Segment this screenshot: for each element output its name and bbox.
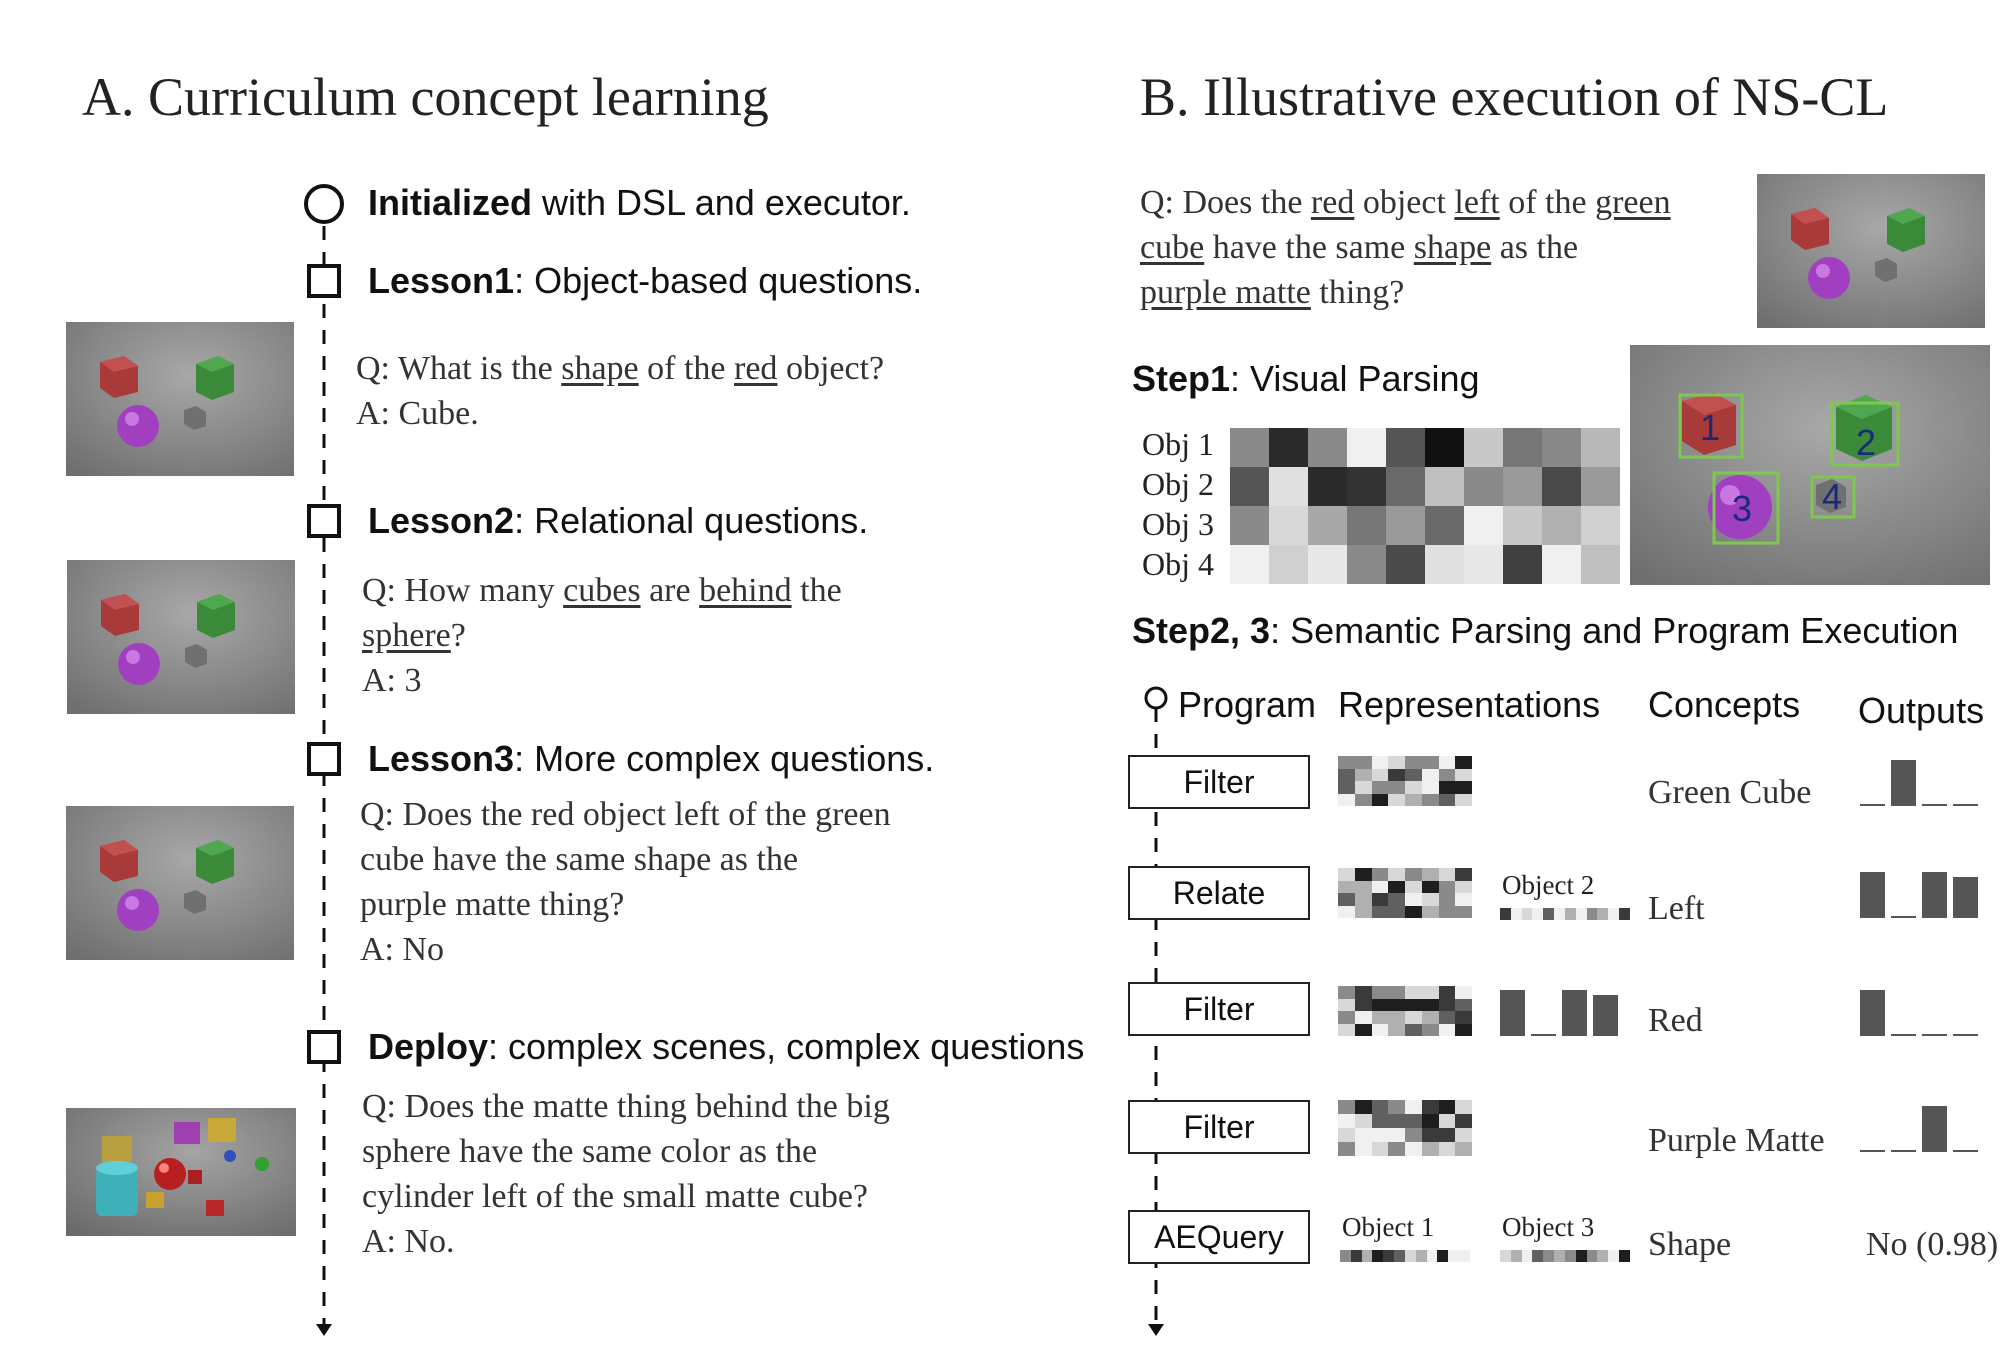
output-bars-relate-left (1860, 872, 1984, 918)
output-bar (1922, 872, 1947, 918)
representation-cell (1422, 1114, 1439, 1128)
deploy-square-icon (307, 1030, 341, 1064)
lesson1-answer: A: Cube. (356, 395, 479, 432)
representation-cell (1405, 1142, 1422, 1156)
aequery-object-a-label: Object 1 (1342, 1212, 1435, 1242)
matrix-cell (1581, 467, 1620, 506)
representation-cell (1405, 769, 1422, 782)
representation-cell (1388, 769, 1405, 782)
representation-cell (1455, 1024, 1472, 1037)
representation-cell (1422, 881, 1439, 894)
matrix-cell (1542, 545, 1581, 584)
representation-cell (1405, 999, 1422, 1012)
representation-cell (1372, 1114, 1389, 1128)
representation-cell (1355, 781, 1372, 794)
representation-cell (1439, 1024, 1456, 1037)
representation-cell (1388, 1100, 1405, 1114)
representation-cell (1405, 781, 1422, 794)
lesson2-question: Q: How many cubes are behind the sphere? A: 3 (362, 572, 842, 699)
representation-cell (1372, 756, 1389, 769)
representation-cell (1439, 1142, 1456, 1156)
representation-cell (1338, 906, 1355, 919)
strip-cell (1532, 1250, 1543, 1262)
representation-cell (1422, 893, 1439, 906)
representation-cell (1455, 794, 1472, 807)
matrix-cell (1464, 428, 1503, 467)
representation-cell (1338, 999, 1355, 1012)
strip-cell (1597, 1250, 1608, 1262)
strip-cell (1394, 1250, 1405, 1262)
strip-cell (1597, 908, 1608, 920)
lesson2-answer: A: 3 (362, 662, 422, 699)
output-bar (1953, 1034, 1978, 1036)
representation-cell (1439, 906, 1456, 919)
representation-cell (1455, 1128, 1472, 1142)
representation-cell (1355, 906, 1372, 919)
question-scene-image (1756, 174, 1986, 328)
lesson3-square-icon (307, 742, 341, 776)
representation-cell (1439, 769, 1456, 782)
output-bar (1860, 990, 1885, 1036)
representation-cell (1422, 794, 1439, 807)
op-filter-2: Filter (1128, 982, 1310, 1036)
lesson1-question: Q: What is the shape of the red object? A: Cube. (356, 350, 885, 432)
strip-cell (1437, 1250, 1448, 1262)
aequery-object-a-strip (1340, 1250, 1470, 1262)
representation-cell (1405, 1100, 1422, 1114)
strip-cell (1619, 1250, 1630, 1262)
matrix-cell (1269, 428, 1308, 467)
strip-cell (1543, 1250, 1554, 1262)
output-bar (1922, 804, 1947, 806)
lesson1-square-icon (307, 264, 341, 298)
strip-cell (1500, 908, 1511, 920)
representation-cell (1455, 1142, 1472, 1156)
output-bar (1860, 804, 1885, 806)
obj-label-1: Obj 1 (1142, 426, 1214, 462)
representation-cell (1338, 1114, 1355, 1128)
representation-cell (1455, 906, 1472, 919)
output-bar (1531, 1034, 1556, 1036)
representation-cell (1455, 999, 1472, 1012)
matrix-cell (1269, 467, 1308, 506)
output-bar (1500, 990, 1525, 1036)
object-labels (1142, 424, 1214, 584)
representation-cell (1388, 999, 1405, 1012)
concept-red: Red (1648, 1002, 1703, 1039)
strip-cell (1372, 1250, 1383, 1262)
representation-cell (1355, 769, 1372, 782)
obj-label-3: Obj 3 (1142, 506, 1214, 542)
representation-cell (1372, 1024, 1389, 1037)
representation-cell (1388, 794, 1405, 807)
representation-cell (1338, 1142, 1355, 1156)
representation-cell (1455, 769, 1472, 782)
strip-cell (1576, 1250, 1587, 1262)
representation-cell (1439, 1011, 1456, 1024)
representation-cell (1355, 1142, 1372, 1156)
representation-cell (1338, 1011, 1355, 1024)
aequery-object-b-label: Object 3 (1502, 1212, 1595, 1242)
deploy-label: Deploy: complex scenes, complex questions (368, 1026, 1085, 1067)
representation-cell (1405, 1024, 1422, 1037)
matrix-cell (1347, 545, 1386, 584)
concept-green-cube: Green Cube (1648, 774, 1812, 811)
relate-object-label: Object 2 (1502, 870, 1595, 900)
strip-cell (1511, 1250, 1522, 1262)
representation-cell (1338, 868, 1355, 881)
output-bar (1860, 1150, 1885, 1152)
matrix-cell (1230, 545, 1269, 584)
representation-cell (1388, 868, 1405, 881)
output-bar (1953, 877, 1978, 918)
output-bar (1891, 1150, 1916, 1152)
header-outputs: Outputs (1858, 690, 1985, 731)
concept-purple-matte: Purple Matte (1648, 1122, 1825, 1159)
representation-cell (1355, 1128, 1372, 1142)
representation-cell (1439, 1114, 1456, 1128)
representation-cell (1422, 1128, 1439, 1142)
representation-cell (1338, 1128, 1355, 1142)
object-feature-matrix (1230, 428, 1620, 584)
output-bars-filter-purple-matte (1860, 1106, 1984, 1152)
strip-cell (1351, 1250, 1362, 1262)
representation-cell (1455, 893, 1472, 906)
strip-cell (1340, 1250, 1351, 1262)
matrix-cell (1542, 467, 1581, 506)
op-filter-3: Filter (1128, 1100, 1310, 1154)
representation-cell (1439, 794, 1456, 807)
strip-cell (1522, 1250, 1533, 1262)
lesson2-label: Lesson2: Relational questions. (368, 500, 869, 541)
representation-cell (1405, 1114, 1422, 1128)
representation-cell (1422, 756, 1439, 769)
representation-cell (1422, 1100, 1439, 1114)
output-bars-filter-red (1860, 990, 1984, 1036)
header-program: Program (1178, 684, 1317, 725)
matrix-cell (1425, 506, 1464, 545)
output-bar (1922, 1034, 1947, 1036)
representation-cell (1355, 881, 1372, 894)
representation-cell (1372, 1128, 1389, 1142)
representation-cell (1338, 769, 1355, 782)
representation-cell (1338, 781, 1355, 794)
strip-cell (1543, 908, 1554, 920)
matrix-cell (1308, 428, 1347, 467)
representation-cell (1372, 1142, 1389, 1156)
representation-cell (1405, 868, 1422, 881)
matrix-cell (1347, 467, 1386, 506)
output-bar (1562, 990, 1587, 1036)
matrix-cell (1308, 545, 1347, 584)
representation-cell (1439, 756, 1456, 769)
representation-cell (1439, 1128, 1456, 1142)
representation-cell (1372, 881, 1389, 894)
representation-cell (1372, 986, 1389, 999)
representation-cell (1388, 906, 1405, 919)
representation-cell (1338, 1024, 1355, 1037)
representation-cell (1355, 868, 1372, 881)
representation-cell (1422, 781, 1439, 794)
matrix-cell (1425, 545, 1464, 584)
representation-cell (1455, 881, 1472, 894)
representation-cell (1439, 893, 1456, 906)
representation-cell (1355, 756, 1372, 769)
strip-cell (1532, 908, 1543, 920)
matrix-cell (1230, 506, 1269, 545)
matrix-cell (1503, 506, 1542, 545)
representation-cell (1388, 1114, 1405, 1128)
box-number-2: 2 (1856, 422, 1877, 463)
representation-cell (1422, 868, 1439, 881)
strip-cell (1522, 908, 1533, 920)
representation-cell (1455, 1114, 1472, 1128)
representation-cell (1422, 1011, 1439, 1024)
lesson3-answer: A: No (360, 931, 445, 968)
representation-cell (1388, 1024, 1405, 1037)
representation-cell (1355, 986, 1372, 999)
representation-cell (1439, 986, 1456, 999)
representation-cell (1422, 1142, 1439, 1156)
representation-cell (1388, 1011, 1405, 1024)
matrix-cell (1503, 467, 1542, 506)
init-label: Initialized with DSL and executor. (368, 182, 911, 223)
matrix-cell (1503, 428, 1542, 467)
lesson3-label: Lesson3: More complex questions. (368, 738, 935, 779)
strip-cell (1587, 908, 1598, 920)
representation-cell (1455, 1011, 1472, 1024)
concept-left: Left (1648, 890, 1705, 927)
aequery-object-b-strip (1500, 1250, 1630, 1262)
matrix-cell (1464, 545, 1503, 584)
matrix-cell (1425, 428, 1464, 467)
matrix-cell (1542, 428, 1581, 467)
strip-cell (1448, 1250, 1459, 1262)
representation-cell (1355, 1100, 1372, 1114)
strip-cell (1587, 1250, 1598, 1262)
matrix-cell (1464, 506, 1503, 545)
matrix-cell (1386, 545, 1425, 584)
representation-cell (1422, 999, 1439, 1012)
op-aequery: AEQuery (1128, 1210, 1310, 1264)
representation-grid (1338, 1100, 1472, 1156)
matrix-cell (1347, 506, 1386, 545)
representation-cell (1405, 1011, 1422, 1024)
representation-cell (1372, 769, 1389, 782)
representation-cell (1355, 1011, 1372, 1024)
matrix-cell (1542, 506, 1581, 545)
matrix-cell (1581, 506, 1620, 545)
representation-grid (1338, 986, 1472, 1036)
strip-cell (1619, 908, 1630, 920)
detected-objects-image (1630, 345, 1990, 585)
panel-b-question: Q: Does the red object left of the green cube have the same shape as the purple matte thing? (1140, 184, 1671, 311)
strip-cell (1459, 1250, 1470, 1262)
matrix-cell (1386, 428, 1425, 467)
representation-cell (1355, 1114, 1372, 1128)
representation-cell (1355, 999, 1372, 1012)
representation-cell (1372, 794, 1389, 807)
representation-cell (1355, 794, 1372, 807)
representation-cell (1422, 986, 1439, 999)
strip-cell (1427, 1250, 1438, 1262)
output-bar (1593, 995, 1618, 1036)
representation-cell (1388, 893, 1405, 906)
representation-cell (1439, 881, 1456, 894)
lesson2-square-icon (307, 504, 341, 538)
strip-cell (1576, 908, 1587, 920)
op-filter-1: Filter (1128, 755, 1310, 809)
matrix-cell (1269, 545, 1308, 584)
representation-cell (1355, 1024, 1372, 1037)
matrix-cell (1425, 467, 1464, 506)
strip-cell (1500, 1250, 1511, 1262)
aequery-result: No (0.98) (1866, 1226, 1999, 1263)
strip-cell (1554, 908, 1565, 920)
representation-cell (1455, 781, 1472, 794)
matrix-cell (1503, 545, 1542, 584)
step1-label: Step1: Visual Parsing (1132, 358, 1480, 399)
output-bar (1922, 1106, 1947, 1152)
deploy-answer: A: No. (362, 1223, 455, 1260)
strip-cell (1511, 908, 1522, 920)
strip-cell (1565, 1250, 1576, 1262)
representation-cell (1405, 794, 1422, 807)
output-bar (1891, 916, 1916, 918)
representation-cell (1405, 893, 1422, 906)
matrix-cell (1581, 545, 1620, 584)
header-representations: Representations (1338, 684, 1601, 725)
strip-cell (1608, 1250, 1619, 1262)
matrix-cell (1308, 467, 1347, 506)
strip-cell (1362, 1250, 1373, 1262)
representation-cell (1405, 906, 1422, 919)
header-concepts: Concepts (1648, 684, 1801, 725)
lesson3-scene-image (66, 806, 294, 960)
representation-cell (1455, 868, 1472, 881)
representation-cell (1355, 893, 1372, 906)
representation-cell (1372, 781, 1389, 794)
representation-cell (1372, 868, 1389, 881)
lesson2-scene-image (66, 560, 296, 714)
representation-cell (1372, 1011, 1389, 1024)
representation-cell (1372, 1100, 1389, 1114)
representation-cell (1338, 756, 1355, 769)
representation-cell (1439, 868, 1456, 881)
matrix-cell (1230, 467, 1269, 506)
representation-cell (1439, 781, 1456, 794)
lesson1-label: Lesson1: Object-based questions. (368, 260, 923, 301)
strip-cell (1565, 908, 1576, 920)
deploy-question: Q: Does the matte thing behind the big sphere have the same color as the cylinder left of the small matte cube? A: No. (362, 1088, 890, 1260)
representation-cell (1422, 906, 1439, 919)
matrix-cell (1230, 428, 1269, 467)
representation-cell (1338, 893, 1355, 906)
matrix-cell (1386, 506, 1425, 545)
matrix-cell (1581, 428, 1620, 467)
representation-cell (1388, 781, 1405, 794)
obj-label-4: Obj 4 (1142, 546, 1214, 582)
representation-cell (1455, 986, 1472, 999)
representation-cell (1422, 1024, 1439, 1037)
step23-label: Step2, 3: Semantic Parsing and Program Execution (1132, 610, 1959, 651)
lesson1-scene-image (66, 322, 294, 476)
representation-cell (1388, 986, 1405, 999)
representation-cell (1439, 1100, 1456, 1114)
strip-cell (1554, 1250, 1565, 1262)
output-bars-filter-green-cube (1860, 760, 1984, 806)
representation-cell (1338, 881, 1355, 894)
matrix-cell (1269, 506, 1308, 545)
representation-grid (1338, 868, 1472, 918)
representation-cell (1372, 906, 1389, 919)
box-number-1: 1 (1700, 407, 1721, 448)
representation-cell (1439, 999, 1456, 1012)
panel-a-title: A. Curriculum concept learning (82, 67, 769, 127)
op-relate: Relate (1128, 866, 1310, 920)
output-bar (1953, 1150, 1978, 1152)
matrix-cell (1386, 467, 1425, 506)
matrix-cell (1308, 506, 1347, 545)
representation-cell (1455, 1100, 1472, 1114)
representation-cell (1388, 881, 1405, 894)
matrix-cell (1347, 428, 1386, 467)
representation-cell (1405, 881, 1422, 894)
representation-cell (1388, 1128, 1405, 1142)
strip-cell (1416, 1250, 1427, 1262)
representation-cell (1338, 986, 1355, 999)
panel-b-title: B. Illustrative execution of NS-CL (1140, 67, 1889, 127)
output-bar (1891, 1034, 1916, 1036)
matrix-cell (1464, 467, 1503, 506)
obj-label-2: Obj 2 (1142, 466, 1214, 502)
representation-cell (1338, 1100, 1355, 1114)
output-bar (1860, 872, 1885, 918)
lesson3-question: Q: Does the red object left of the green cube have the same shape as the purple matte thing? A: No (360, 796, 891, 968)
strip-cell (1383, 1250, 1394, 1262)
representation-cell (1372, 999, 1389, 1012)
representation-cell (1405, 986, 1422, 999)
concept-shape: Shape (1648, 1226, 1732, 1263)
representation-grid (1338, 756, 1472, 806)
output-bar (1953, 804, 1978, 806)
representation-cell (1372, 893, 1389, 906)
strip-cell (1405, 1250, 1416, 1262)
relate-object-strip (1500, 908, 1630, 920)
input-bars-filter-red (1500, 990, 1624, 1036)
strip-cell (1608, 908, 1619, 920)
output-bar (1891, 760, 1916, 806)
box-number-3: 3 (1732, 488, 1753, 529)
deploy-scene-image (66, 1108, 296, 1236)
representation-cell (1422, 769, 1439, 782)
box-number-4: 4 (1822, 476, 1843, 517)
representation-cell (1405, 756, 1422, 769)
representation-cell (1388, 756, 1405, 769)
representation-cell (1388, 1142, 1405, 1156)
representation-cell (1405, 1128, 1422, 1142)
representation-cell (1338, 794, 1355, 807)
representation-cell (1455, 756, 1472, 769)
init-circle-icon (304, 184, 344, 224)
